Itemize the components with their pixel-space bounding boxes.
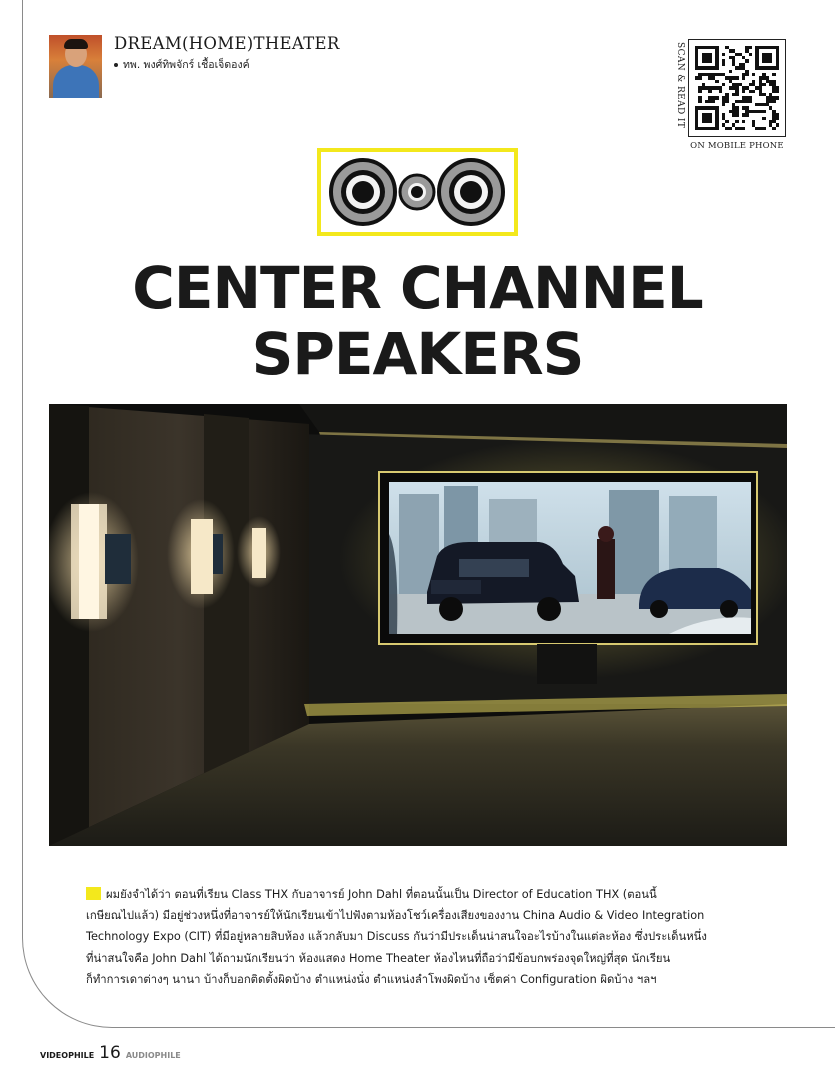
author-byline	[114, 56, 250, 73]
author-name: ทพ. พงศ์ทิพจักร์ เชื้อเจ็ดองค์	[123, 59, 250, 71]
article-title-line-2: SPEAKERS	[251, 320, 584, 388]
article-title-line-1: CENTER CHANNEL	[132, 254, 703, 322]
body-line: ผมยังจำได้ว่า ตอนที่เรียน Class THX กับอาจารย์ John Dahl ที่ตอนนั้นเป็น Director of Education THX (ตอนนี้	[106, 888, 657, 901]
bullet-icon	[114, 63, 118, 67]
home-theater-photo	[49, 404, 787, 846]
qr-side-label: SCAN & READ IT	[675, 42, 685, 129]
page-number: 16	[99, 1043, 121, 1063]
body-line: เกษียณไปแล้ว) มีอยู่ช่วงหนึ่งที่อาจารย์ให้นักเรียนเข้าไปฟังตามห้องโชว์เครื่องเสียงของงาน China Audio & Video Integration	[86, 909, 705, 923]
body-line: Technology Expo (CIT) ที่มีอยู่หลายสิบห้อง แล้วกลับมา Discuss กันว่ามีประเด็นน่าสนใจอะไรบ้างในแต่ละห้อง ซึ่งประเด็นหนึ่ง	[86, 930, 707, 944]
qr-caption: ON MOBILE PHONE	[690, 141, 784, 151]
body-line: ก็ทำการเดาต่างๆ นานา บ้างก็บอกติดตั้งผิดบ้าง ตำแหน่งนั่ง ตำแหน่งลำโพงผิดบ้าง เซ็ตค่า Configuration ผิดบ้าง ฯลฯ	[86, 972, 657, 986]
section-title: DREAM(HOME)THEATER	[114, 34, 340, 53]
author-photo	[49, 35, 102, 98]
body-line: ที่น่าสนใจคือ John Dahl ได้ถามนักเรียนว่า ห้องแสดง Home Theater ห้องไหนที่ถือว่ามีข้อบกพร่องจุดใหญ่ที่สุด นักเรียน	[86, 951, 671, 965]
center-speaker-icon	[317, 148, 518, 236]
footer-right-label: AUDIOPHILE	[125, 1051, 181, 1060]
qr-code-pattern	[695, 46, 779, 130]
article-body	[86, 884, 752, 990]
article-title	[0, 255, 835, 387]
footer-left-label: VIDEOPHILE	[40, 1051, 95, 1060]
qr-code[interactable]	[688, 39, 786, 137]
page-footer	[40, 1043, 181, 1063]
